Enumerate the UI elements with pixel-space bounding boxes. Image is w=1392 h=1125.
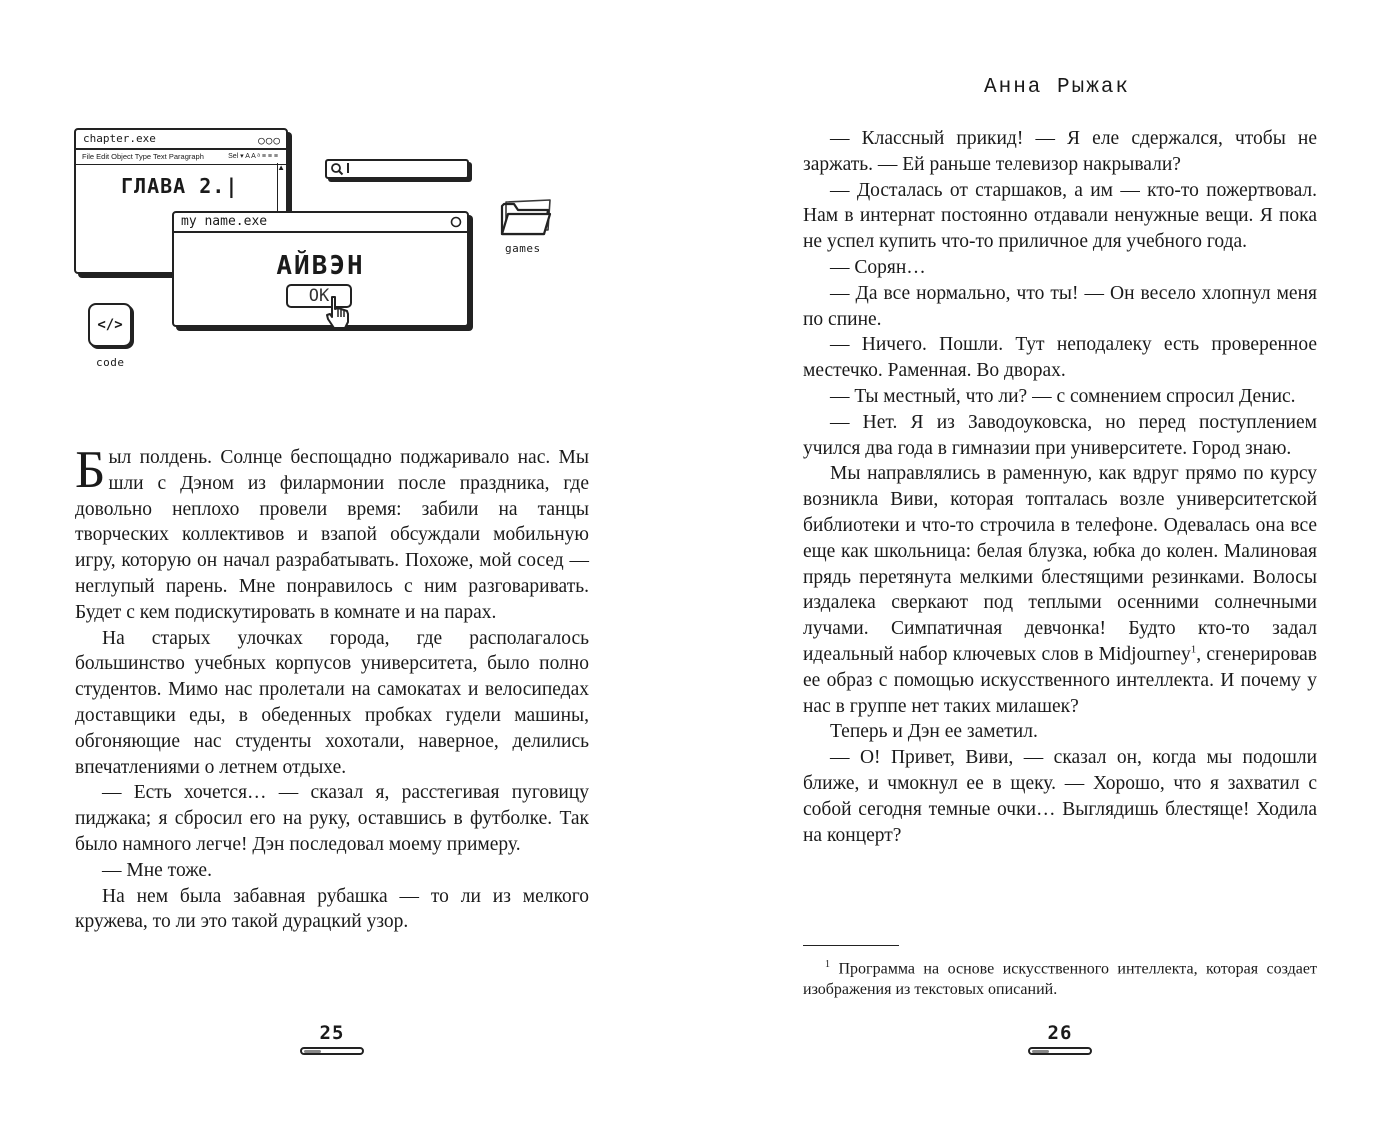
paragraph: Был полдень. Солнце беспощадно поджаривало нас. Мы шли с Дэном из филармонии после праздника, где довольно неплохо провели время: забили на танцы творческих коллективов и взапой обсуждали мобильную игру, которую он начал разрабатывать. Похоже, мой сосед — неглупый парень. Мне понравилось с ним разговаривать. Будет с кем подискутировать в комнате и на парах.: [75, 441, 589, 623]
paragraph: На старых улочках города, где располагалось большинство учебных корпусов университета, было полно студентов. Мимо нас пролетали на самокатах и велосипедах доставщики еды, в обеденных пробках гудели машины, обгоняющие нас студенты хохотали, наверное, делились впечатлениями о летнем отдыхе.: [75, 627, 589, 778]
format-toolbar: Sel ▾ A A ᵃ ≡ ≡ ≡: [228, 153, 278, 160]
text-caret: [347, 163, 349, 173]
paragraph: — Ты местный, что ли? — с сомнением спросил Денис.: [830, 385, 1296, 407]
code-icon: </>: [88, 303, 132, 347]
drop-cap: Б: [75, 441, 106, 499]
menu-bar: [76, 150, 286, 165]
right-page: [696, 0, 1392, 1125]
running-header: Анна Рыжак: [984, 76, 1131, 99]
search-box: [325, 159, 469, 179]
progress-fill: [1032, 1050, 1049, 1053]
menu-items: File Edit Object Type Text Paragraph: [82, 152, 204, 161]
paragraph: — Классный прикид! — Я еле сдержался, чтобы не заржать. — Ей раньше телевизор накрывали?: [803, 128, 1317, 175]
folder-icon: [498, 196, 552, 238]
progress-bar: [1028, 1047, 1092, 1055]
paragraph: — Сорян…: [830, 256, 926, 278]
paragraph: — Нет. Я из Заводоуковска, но перед поступлением учился два года в гимназии при университете. Город знаю.: [803, 411, 1317, 459]
paragraph: — Мне тоже.: [102, 859, 212, 881]
code-label: code: [96, 356, 125, 369]
hand-cursor-icon: [324, 295, 354, 331]
paragraph: Мы направлялись в раменную, как вдруг прямо по курсу возникла Виви, которая топталась возле университетской библиотеки и что-то строчила в телефоне. Одевалась она все еще как школьница: белая блузка, юбка до колен. Малиновая прядь перетянута мелкими блестящими резинками. Волосы издалека сверкают под теплыми осенними солнечными лучами. Симпатичная девчонка! Будто кто-то задал идеальный набор ключевых слов в Midjourney$^1$, сгенерировав ее образ с помощью искусственного интеллекта. И почему у нас в группе нет таких милашек?: [803, 463, 1318, 717]
close-icon: [450, 216, 462, 228]
chapter-window-title: chapter.exe: [83, 132, 156, 145]
ok-button[interactable]: OK: [286, 284, 352, 308]
name-window-titlebar: [174, 213, 467, 233]
chapter-heading: ГЛАВА 2.|: [121, 174, 239, 198]
page-number: [1025, 1022, 1095, 1055]
page-number-value: 25: [319, 1022, 345, 1044]
name-window-title: my name.exe: [181, 214, 268, 229]
paragraph: — Есть хочется… — сказал я, расстегивая пуговицу пиджака; я сбросил его на руку, оставшись в футболке. Так было намного легче! Дэн последовал моему примеру.: [75, 782, 589, 855]
search-icon: [330, 162, 344, 176]
folder-label: games: [505, 242, 541, 255]
footnote-text: Программа на основе искусственного интеллекта, которая создает изображения из текстовых описаний.: [803, 960, 1317, 998]
progress-bar: [300, 1047, 364, 1055]
page-number-value: 26: [1047, 1022, 1073, 1044]
progress-fill: [304, 1050, 321, 1053]
paragraph: На нем была забавная рубашка — то ли из мелкого кружева, то ли это такой дурацкий узор.: [75, 885, 589, 933]
player-name: АЙВЭН: [276, 251, 365, 281]
footnote-number: 1: [825, 959, 830, 970]
left-page-text: [75, 441, 589, 935]
footnote-reference: 1: [1190, 643, 1197, 656]
page-number: [297, 1022, 367, 1055]
chapter-window-titlebar: [76, 130, 286, 150]
window-buttons-icon: ○○○: [258, 134, 281, 147]
footnote-divider: [803, 945, 899, 946]
scroll-up-icon: ▲: [277, 163, 285, 172]
name-window: [172, 211, 469, 327]
paragraph: Теперь и Дэн ее заметил.: [830, 721, 1038, 743]
paragraph: — О! Привет, Виви, — сказал он, когда мы подошли ближе, и чмокнул ее в щеку. — Хорошо, что я захватил с собой сегодня темные очки… Выглядишь блестяще! Ходила на концерт?: [803, 747, 1317, 846]
paragraph: — Ничего. Пошли. Тут неподалеку есть проверенное местечко. Раменная. Во дворах.: [803, 334, 1317, 382]
footnote: [803, 955, 1317, 1000]
paragraph: — Досталась от старшаков, а им — кто-то пожертвовал. Нам в интернат постоянно отдавали ненужные вещи. Я пока не успел купить что-то приличное для учебного года.: [803, 179, 1317, 253]
paragraph: — Да все нормально, что ты! — Он весело хлопнул меня по спине.: [803, 282, 1317, 330]
right-page-text: [803, 126, 1317, 848]
